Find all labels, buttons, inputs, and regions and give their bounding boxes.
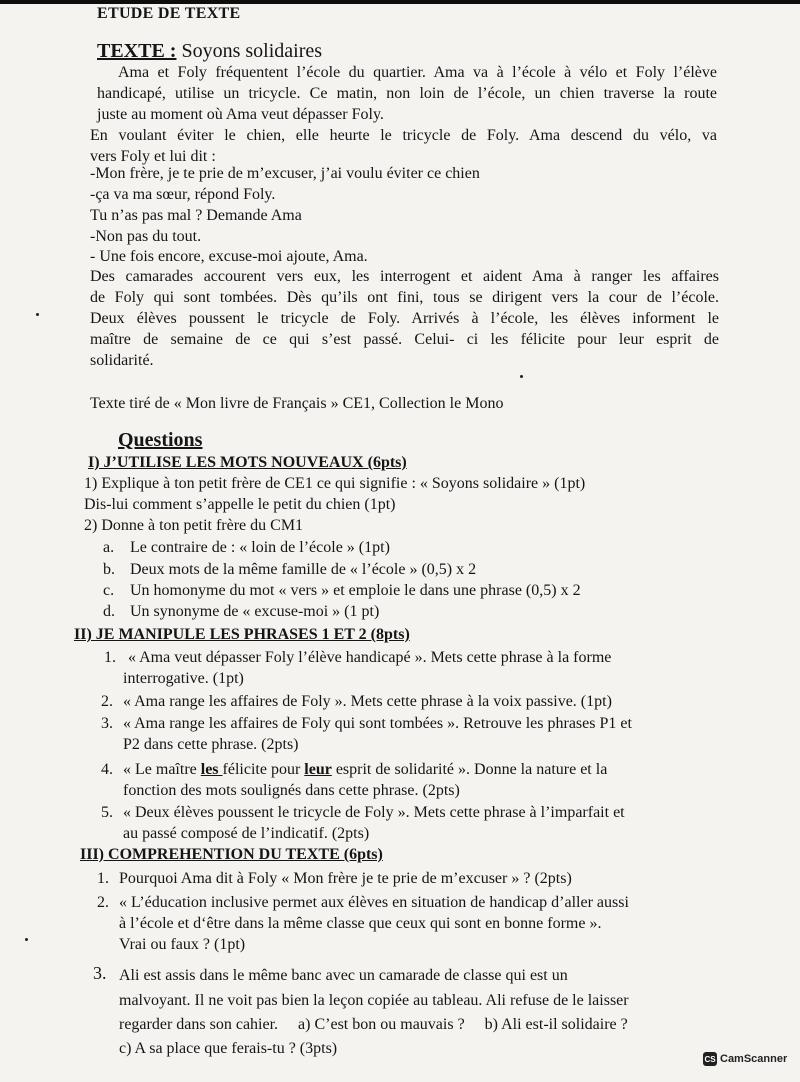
list-item-cont: à l’école et d‘être dans la même classe que ceux qui sont en bonne forme ».	[119, 915, 602, 932]
text-heading	[97, 40, 322, 62]
list-marker: 4.	[101, 761, 113, 778]
scan-speck	[25, 938, 28, 941]
item-text: esprit de solidarité ». Donne la nature et la	[331, 761, 608, 778]
list-item: Un homonyme du mot « vers » et emploie le dans une phrase (0,5) x 2	[130, 582, 581, 599]
underlined-word-leur: leur	[304, 761, 332, 778]
scan-speck	[36, 313, 39, 316]
passage-line: Tu n’as pas mal ? Demande Ama	[90, 207, 302, 224]
camscanner-logo-icon: CS	[703, 1052, 717, 1066]
list-marker: 2.	[97, 894, 109, 911]
passage-line: juste au moment où Ama veut dépasser Foly.	[97, 106, 384, 123]
text-source: Texte tiré de « Mon livre de Français » CE1, Collection le Mono	[90, 395, 504, 412]
question-1: 1) Explique à ton petit frère de CE1 ce qui signifie : « Soyons solidaire » (1pt)	[84, 475, 586, 492]
document-title: ETUDE DE TEXTE	[97, 5, 241, 22]
section-2-title: II) JE MANIPULE LES PHRASES 1 ET 2 (8pts)	[74, 626, 410, 643]
passage-line: Ama et Foly fréquentent l’école du quartier. Ama va à l’école à vélo et Foly l’élève	[118, 64, 717, 81]
camscanner-watermark	[703, 1050, 787, 1068]
passage-line: Des camarades accourent vers eux, les interrogent et aident Ama à ranger les affaires	[90, 268, 719, 285]
list-item-cont: au passé composé de l’indicatif. (2pts)	[123, 825, 370, 842]
questions-heading: Questions	[118, 429, 203, 451]
passage-line: En voulant éviter le chien, elle heurte le tricycle de Foly. Ama descend du vélo, va	[90, 127, 717, 144]
passage-line: -ça va ma sœur, répond Foly.	[90, 186, 276, 203]
list-item-cont: Vrai ou faux ? (1pt)	[119, 936, 246, 953]
list-item: « Ama range les affaires de Foly qui sont tombées ». Retrouve les phrases P1 et	[123, 715, 632, 732]
passage-line: solidarité.	[90, 352, 154, 369]
list-item: Deux mots de la même famille de « l’école » (0,5) x 2	[130, 561, 477, 578]
list-item: Pourquoi Ama dit à Foly « Mon frère je te prie de m’excuser » ? (2pts)	[119, 870, 572, 887]
list-item	[123, 760, 607, 780]
passage-line: Deux élèves poussent le tricycle de Foly. Arrivés à l’école, les élèves informent le	[90, 310, 719, 327]
list-marker: a.	[103, 539, 115, 556]
text-heading-title: Soyons solidaires	[176, 40, 323, 62]
list-marker: 3.	[93, 963, 107, 983]
passage-line: - Une fois encore, excuse-moi ajoute, Ama.	[90, 248, 368, 265]
item-text: « Le maître	[123, 761, 201, 778]
list-marker: d.	[103, 603, 115, 620]
scan-speck	[520, 375, 523, 378]
underlined-word-les: les	[200, 761, 223, 778]
list-item: Un synonyme de « excuse-moi » (1 pt)	[130, 603, 380, 620]
item-text: félicite pour	[222, 761, 305, 778]
passage-line: -Mon frère, je te prie de m’excuser, j’ai voulu éviter ce chien	[90, 165, 480, 182]
list-item: « L’éducation inclusive permet aux élèves en situation de handicap d’aller aussi	[119, 894, 629, 911]
question-1-part2: Dis-lui comment s’appelle le petit du chien (1pt)	[84, 496, 396, 513]
list-item: « Deux élèves poussent le tricycle de Foly ». Mets cette phrase à l’imparfait et	[123, 804, 625, 821]
list-item: Ali est assis dans le même banc avec un camarade de classe qui est un	[119, 967, 568, 984]
list-marker: b.	[103, 561, 115, 578]
passage-line: vers Foly et lui dit :	[90, 148, 216, 165]
list-marker: c.	[103, 582, 115, 599]
list-item: « Ama veut dépasser Foly l’élève handicapé ». Mets cette phrase à la forme	[128, 649, 612, 666]
text-heading-label: TEXTE :	[97, 40, 177, 62]
list-item: « Ama range les affaires de Foly ». Mets cette phrase à la voix passive. (1pt)	[123, 693, 612, 710]
passage-line: handicapé, utilise un tricycle. Ce matin, non loin de l’école, un chien traverse la route	[97, 85, 717, 102]
passage-line: -Non pas du tout.	[90, 228, 202, 245]
list-marker: 1.	[97, 870, 109, 887]
list-marker: 1.	[104, 649, 116, 666]
list-item: Le contraire de : « loin de l’école » (1pt)	[130, 539, 390, 556]
passage-line: de Foly qui sont tombées. Dès qu’ils ont fini, tous se dirigent vers la cour de l’école.	[90, 289, 719, 306]
question-2: 2) Donne à ton petit frère du CM1	[84, 517, 304, 534]
list-marker: 5.	[101, 804, 113, 821]
list-item-cont: fonction des mots soulignés dans cette phrase. (2pts)	[123, 782, 460, 799]
list-marker: 3.	[101, 715, 113, 732]
camscanner-text: CamScanner	[720, 1053, 788, 1065]
list-item-cont: P2 dans cette phrase. (2pts)	[123, 736, 299, 753]
list-marker: 2.	[101, 693, 113, 710]
list-item-cont: malvoyant. Il ne voit pas bien la leçon copiée au tableau. Ali refuse de le laisser	[119, 992, 629, 1009]
passage-line: maître de semaine de ce qui s’est passé. Celui- ci les félicite pour leur esprit de	[90, 331, 719, 348]
section-3-title: III) COMPREHENTION DU TEXTE (6pts)	[80, 846, 383, 863]
section-1-title: I) J’UTILISE LES MOTS NOUVEAUX (6pts)	[88, 454, 407, 471]
list-item-cont: c) A sa place que ferais-tu ? (3pts)	[119, 1040, 338, 1057]
list-item-cont: interrogative. (1pt)	[123, 670, 244, 687]
list-item-cont: regarder dans son cahier. a) C’est bon ou mauvais ? b) Ali est-il solidaire ?	[119, 1016, 628, 1033]
